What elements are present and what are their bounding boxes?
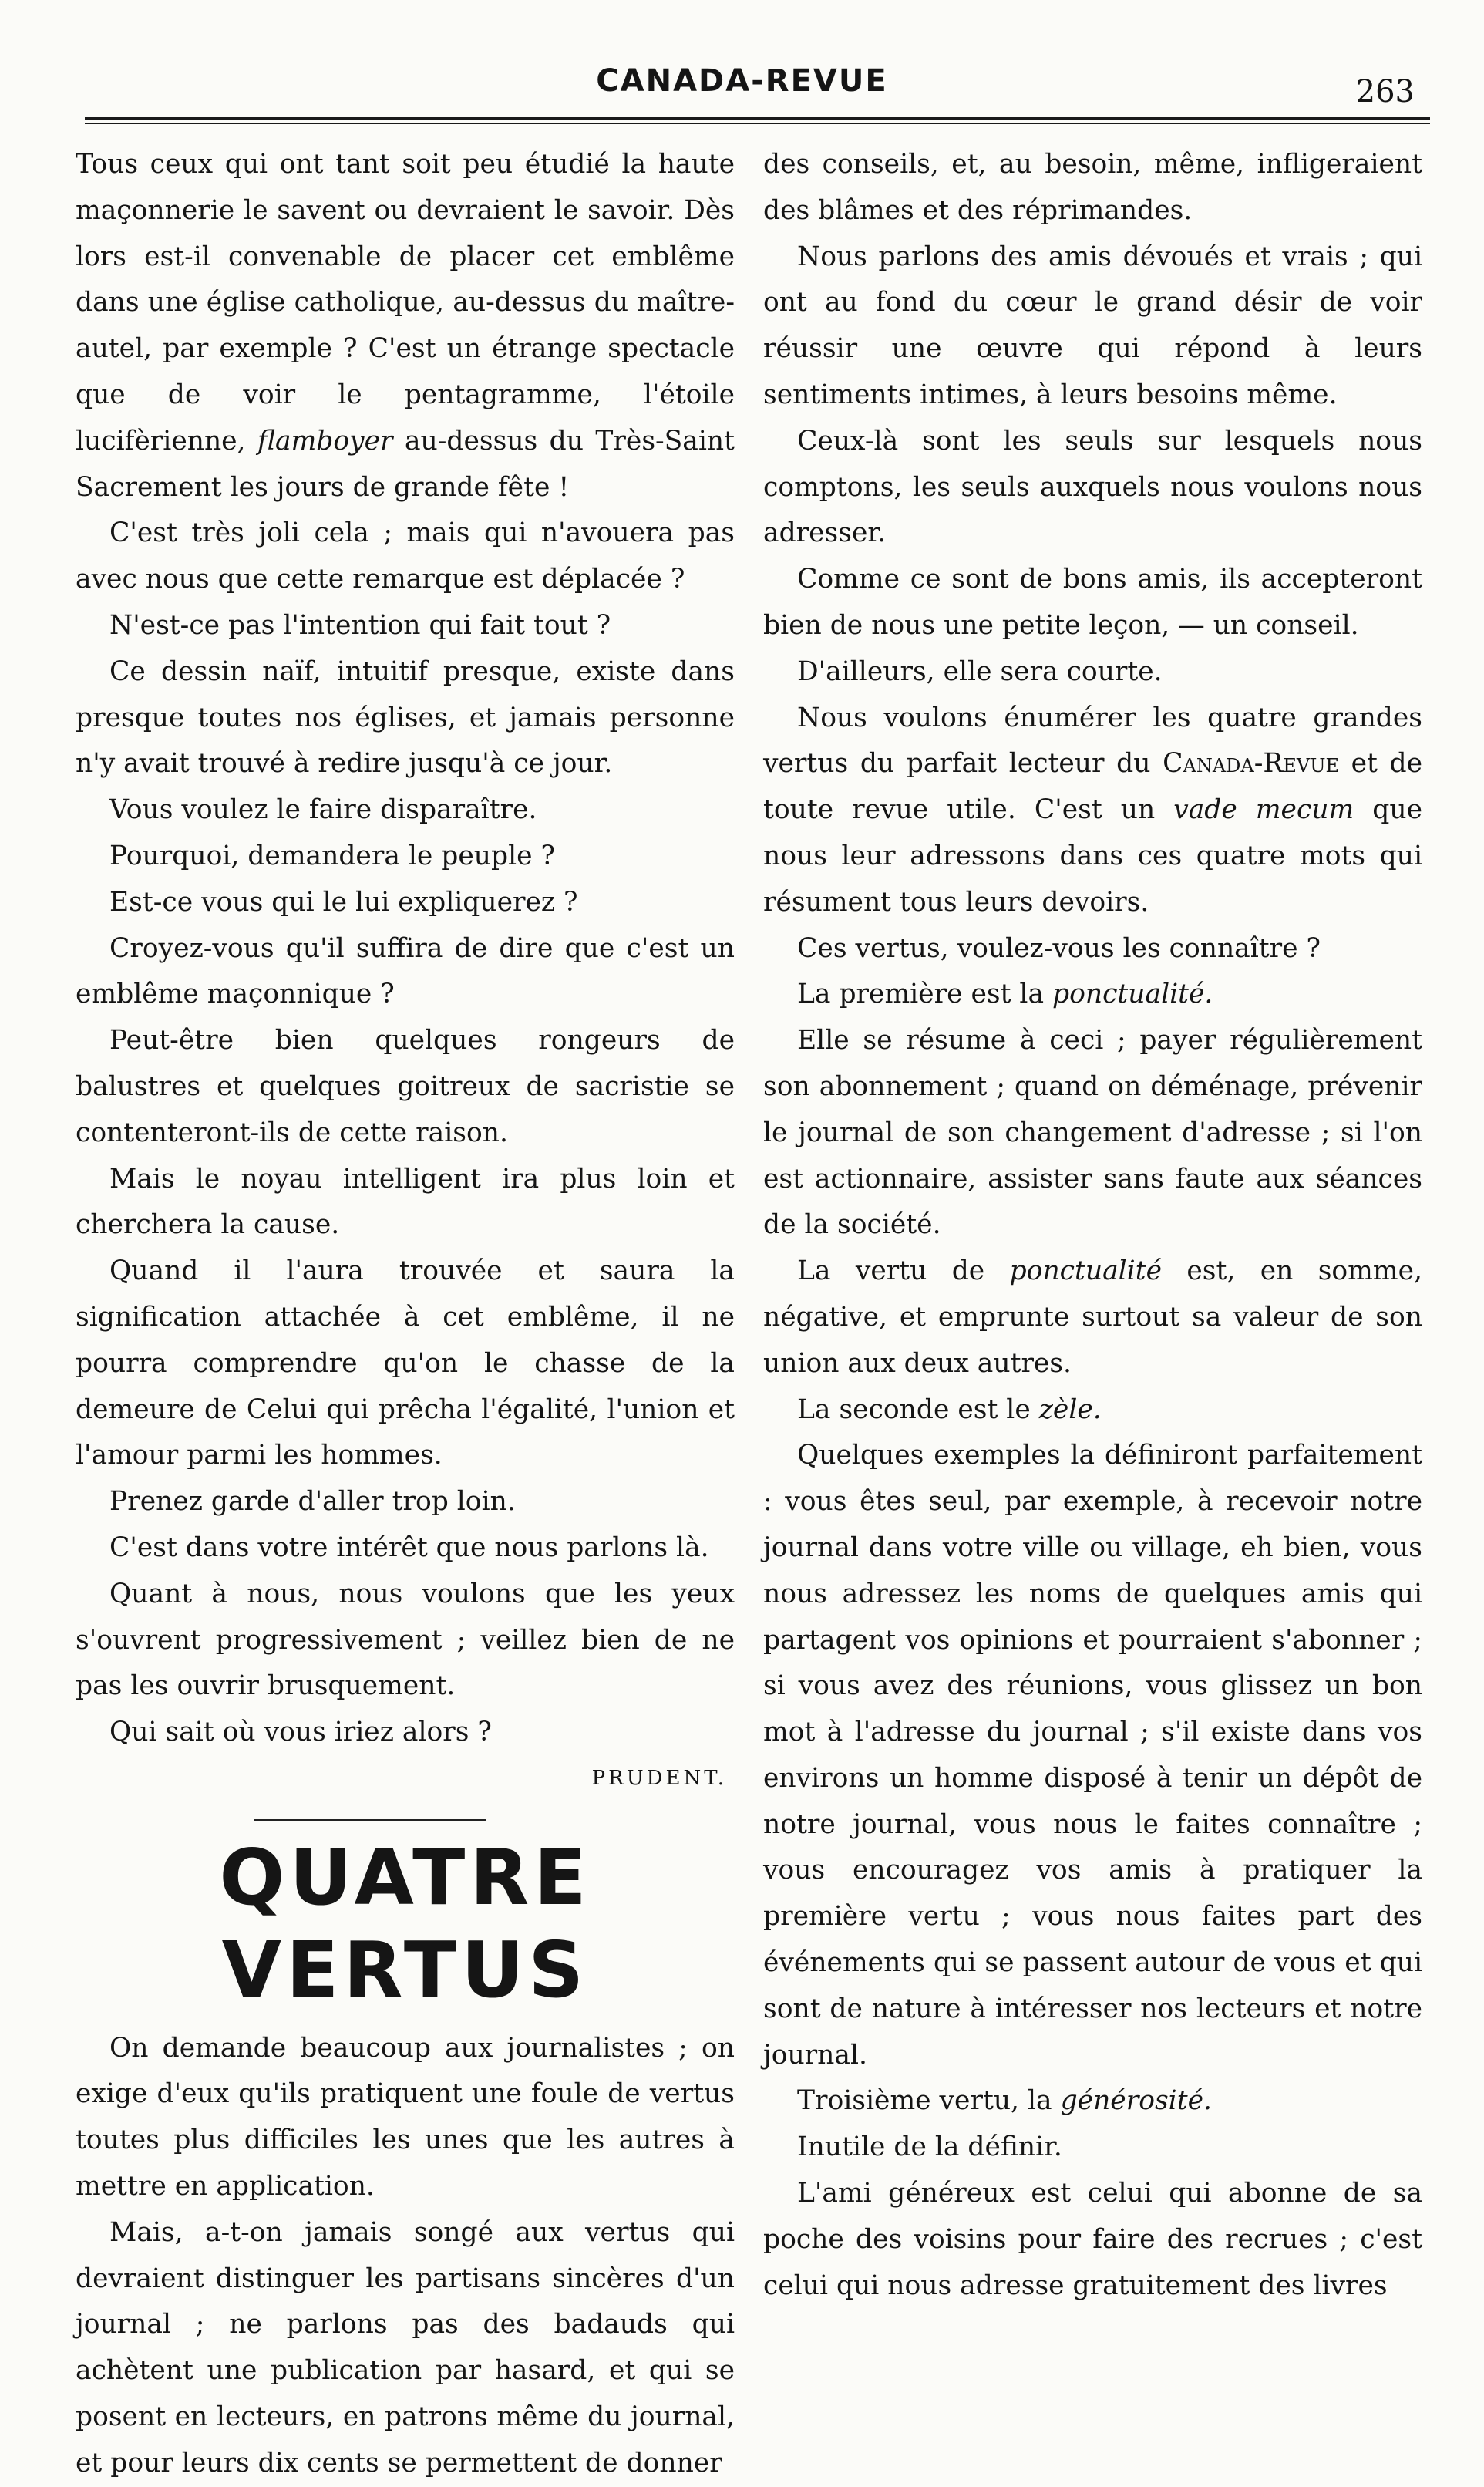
paragraph: Peut-être bien quelques rongeurs de balustres et quelques goitreux de sacristie se contenteront-ils de cette raison. xyxy=(76,1025,735,1148)
paragraph: La seconde est le zèle. xyxy=(797,1393,1102,1425)
paragraph: La première est la ponctualité. xyxy=(797,979,1213,1010)
paragraph: Ce dessin naïf, intuitif presque, existe dans presque toutes nos églises, et jamais personne n'y avait trouvé à redire jusqu'à ce jour. xyxy=(76,655,735,780)
section-divider xyxy=(254,1819,486,1821)
paragraph: Est-ce vous qui le lui expliquerez ? xyxy=(109,886,578,918)
page-number: 263 xyxy=(1355,74,1415,110)
header-rule xyxy=(85,117,1430,124)
left-column xyxy=(76,142,735,2487)
paragraph: N'est-ce pas l'intention qui fait tout ? xyxy=(109,609,611,641)
right-column xyxy=(763,142,1422,2309)
paragraph: Ceux-là sont les seuls sur lesquels nous comptons, les seuls auxquels nous voulons nous adresser. xyxy=(763,425,1422,549)
paragraph: Croyez-vous qu'il suffira de dire que c'est un emblême maçonnique ? xyxy=(76,932,735,1010)
paragraph: Quand il l'aura trouvée et saura la signification attachée à cet emblême, il ne pourra comprendre qu'on le chasse de la demeure de Celui qui prêcha l'égalité, l'union et l'amour parmi les hommes. xyxy=(76,1255,735,1471)
paragraph: Nous voulons énumérer les quatre grandes vertus du parfait lecteur du Canada-Revue et de toute revue utile. C'est un vade mecum que nous leur adressons dans ces quatre mots qui résument tous leurs devoirs. xyxy=(763,702,1423,918)
paragraph: Quelques exemples la définiront parfaitement : vous êtes seul, par exemple, à recevoir notre journal dans votre ville ou village, eh bien, vous nous adressez les noms de quelques amis qui partagent vos opinions et pourraient s'abonner ; si vous avez des réunions, vous glissez un bon mot à l'adresse du journal ; s'il existe dans vos environs un homme disposé à tenir un dépôt de notre journal, vous nous le faites connaître ; vous encouragez vos amis à pratiquer la première vertu ; vous nous faites part des événements qui se passent autour de vous et qui sont de nature à intéresser nos lecteurs et notre journal. xyxy=(763,1440,1422,2071)
paragraph: Vous voulez le faire disparaître. xyxy=(109,794,537,826)
paragraph: Quant à nous, nous voulons que les yeux s'ouvrent progressivement ; veillez bien de ne pas les ouvrir brusquement. xyxy=(76,1578,735,1702)
paragraph: Nous parlons des amis dévoués et vrais ; qui ont au fond du cœur le grand désir de voir réussir une œuvre qui répond à leurs sentiments intimes, à leurs besoins même. xyxy=(763,241,1422,410)
author-signature: PRUDENT. xyxy=(591,1766,727,1790)
paragraph: C'est dans votre intérêt que nous parlons là. xyxy=(109,1532,709,1563)
paragraph: On demande beaucoup aux journalistes ; on exige d'eux qu'ils pratiquent une foule de vertus toutes plus difficiles les unes que les autres à mettre en application. xyxy=(76,2032,735,2202)
paragraph: Comme ce sont de bons amis, ils accepteront bien de nous une petite leçon, — un conseil. xyxy=(763,564,1422,641)
paragraph: Tous ceux qui ont tant soit peu étudié la haute maçonnerie le savent ou devraient le savoir. Dès lors est-il convenable de placer cet emblême dans une église catholique, au-dessus du maître-autel, par exemple ? C'est un étrange spectacle que de voir le pentagramme, l'étoile lucifèrienne, flamboyer au-dessus du Très-Saint Sacrement les jours de grande fête ! xyxy=(76,149,735,503)
paragraph: Troisième vertu, la générosité. xyxy=(797,2085,1212,2117)
paragraph: Mais, a-t-on jamais songé aux vertus qui devraient distinguer les partisans sincères d'un journal ; ne parlons pas des badauds qui achètent une publication par hasard, et qui se posent en lecteurs, en patrons même du journal, et pour leurs dix cents se permettent de donner xyxy=(76,2216,735,2479)
paragraph: Mais le noyau intelligent ira plus loin et cherchera la cause. xyxy=(76,1163,735,1241)
paragraph: Prenez garde d'aller trop loin. xyxy=(109,1486,516,1518)
paragraph: La vertu de ponctualité est, en somme, négative, et emprunte surtout sa valeur de son union aux deux autres. xyxy=(763,1255,1422,1379)
paragraph: C'est très joli cela ; mais qui n'avouera pas avec nous que cette remarque est déplacée ? xyxy=(76,517,735,595)
paragraph: des conseils, et, au besoin, même, infligeraient des blâmes et des réprimandes. xyxy=(763,149,1422,226)
paragraph: Inutile de la définir. xyxy=(797,2131,1062,2163)
paragraph: Elle se résume à ceci ; payer régulièrement son abonnement ; quand on déménage, prévenir le journal de son changement d'adresse ; si l'on est actionnaire, assister sans faute aux séances de la société. xyxy=(763,1025,1422,1241)
running-title: CANADA-REVUE xyxy=(596,63,888,99)
paragraph: Qui sait où vous iriez alors ? xyxy=(109,1717,492,1748)
page-header xyxy=(54,40,1430,117)
paragraph: Ces vertus, voulez-vous les connaître ? xyxy=(797,932,1321,964)
section-title: QUATRE VERTUS xyxy=(219,1832,591,2015)
paragraph: D'ailleurs, elle sera courte. xyxy=(797,655,1163,687)
paragraph: Pourquoi, demandera le peuple ? xyxy=(109,840,556,871)
paragraph: L'ami généreux est celui qui abonne de sa poche des voisins pour faire des recrues ; c'est celui qui nous adresse gratuitement des livres xyxy=(763,2178,1422,2301)
